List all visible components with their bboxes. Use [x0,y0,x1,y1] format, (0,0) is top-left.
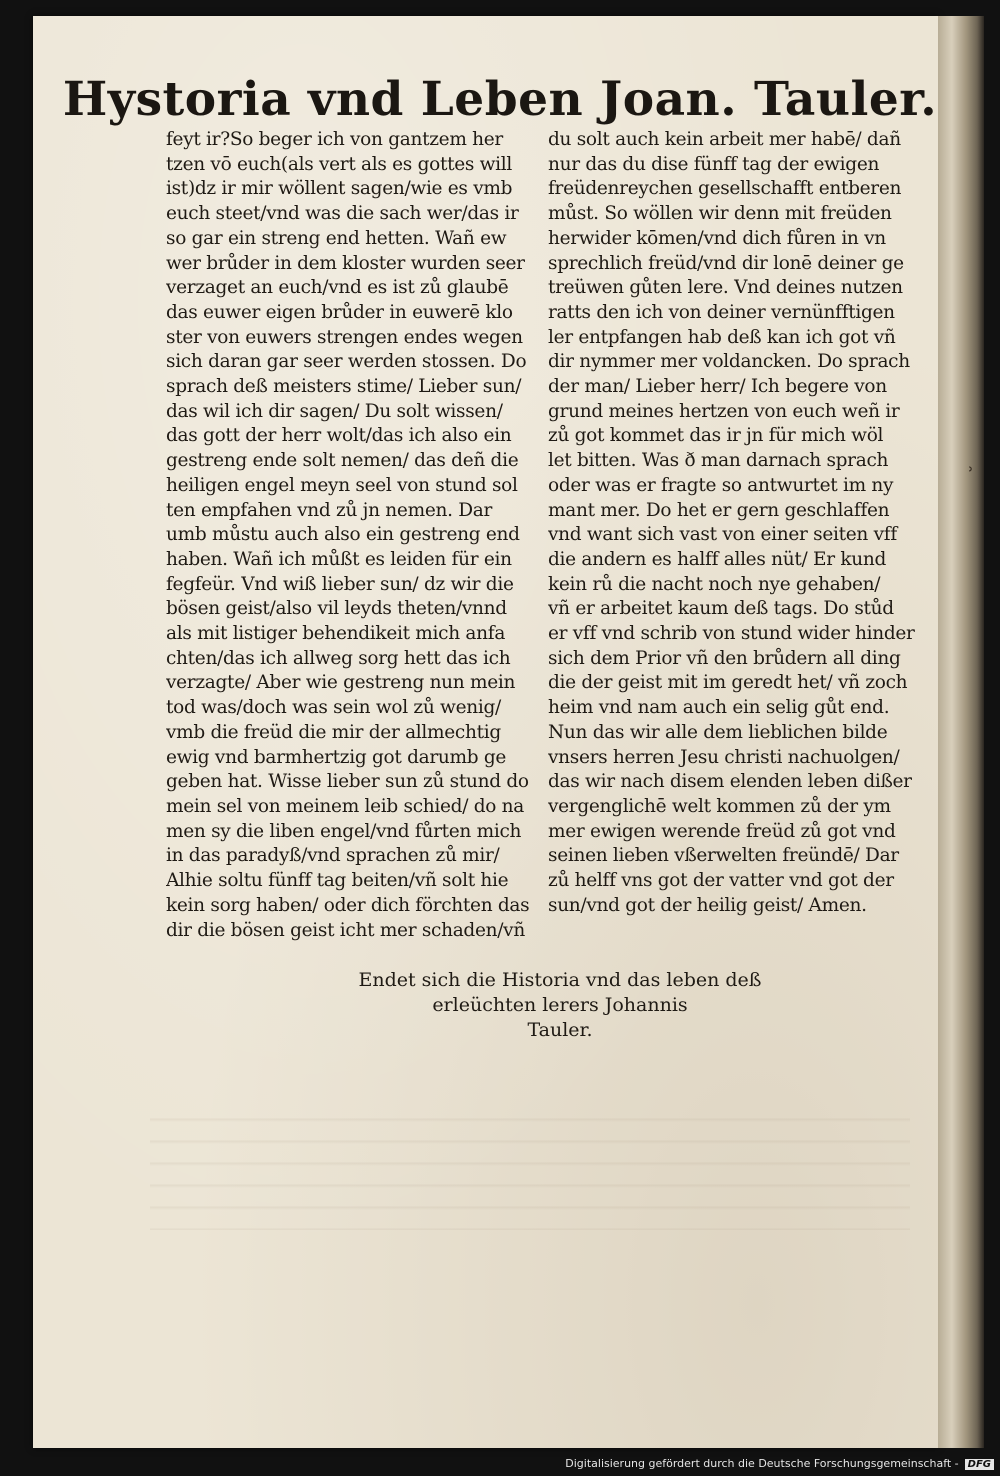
text-line: zů helff vns got der vatter vnd got der [548,870,894,892]
text-line: sun/vnd got der heilig geist/ Amen. [548,894,867,916]
text-line: als mit listiger behendikeit mich anfa [166,623,506,645]
text-line: freüdenreychen gesellschafft entberen [548,178,902,200]
colophon [300,968,820,1043]
text-line: mein sel von meinem leib schied/ do na [166,795,525,817]
text-line: můst. So wöllen wir denn mit freüden [548,203,892,225]
text-line: die andern es halff alles nüt/ Er kund [548,548,886,570]
text-column-left [166,128,538,943]
text-line: dir die bösen geist icht mer schaden/vñ [166,919,525,941]
text-line: das gott der herr wolt/das ich also ein [166,425,512,447]
text-line: ist)dz ir mir wöllent sagen/wie es vmb [166,178,513,200]
text-line: das wil ich dir sagen/ Du solt wissen/ [166,400,503,422]
text-line: Alhie soltu fünff tag beiten/vñ solt hie [166,870,509,892]
text-line: er vff vnd schrib von stund wider hinder [548,623,915,645]
text-line: vmb die freüd die mir der allmechtig [166,721,501,743]
text-line: vñ er arbeitet kaum deß tags. Do stůd [548,598,894,620]
text-line: oder was er fragte so antwurtet im ny [548,474,894,496]
text-line: gestreng ende solt nemen/ das deñ die [166,450,519,472]
colophon-line: erleüchten lerers Johannis [432,994,688,1016]
text-line: sprechlich freüd/vnd dir lonē deiner ge [548,252,904,274]
text-line: verzaget an euch/vnd es ist zů glaubē [166,277,509,299]
text-line: men sy die liben engel/vnd fůrten mich [166,820,522,842]
text-line: so gar ein streng end hetten. Wañ ew [166,227,507,249]
text-line: fegfeür. Vnd wiß lieber sun/ dz wir die [166,573,514,595]
text-line: mant mer. Do het er gern geschlaffen [548,499,890,521]
text-line: mer ewigen werende freüd zů got vnd [548,820,896,842]
text-line: grund meines hertzen von euch weñ ir [548,400,900,422]
text-line: let bitten. Was ð man darnach sprach [548,450,889,472]
text-line: sprach deß meisters stime/ Lieber sun/ [166,376,522,398]
show-through-texture [150,1100,910,1230]
text-line: tzen vō euch(als vert als es gottes will [166,153,513,175]
page-title: Hystoria vnd Leben Joan. Tauler. [62,72,938,127]
text-line: haben. Wañ ich můßt es leiden für ein [166,548,512,570]
text-line: sich dem Prior vñ den brůdern all ding [548,647,901,669]
text-line: du solt auch kein arbeit mer habē/ dañ [548,129,901,150]
text-line: ler entpfangen hab deß kan ich got vñ [548,326,896,348]
text-line: euch steet/vnd was die sach wer/das ir [166,203,519,225]
text-line: herwider kōmen/vnd dich fůren in vn [548,227,886,249]
book-fore-edge [938,16,984,1448]
text-line: Nun das wir alle dem lieblichen bilde [548,721,888,743]
text-line: das wir nach disem elenden leben dißer [548,771,912,793]
funding-text: Digitalisierung gefördert durch die Deutsche Forschungsgemeinschaft - [565,1457,959,1470]
colophon-line: Tauler. [527,1019,593,1041]
text-line: seinen lieben vßerwelten freündē/ Dar [548,845,899,867]
text-line: die der geist mit im geredt het/ vñ zoch [548,672,908,694]
text-line: ten empfahen vnd zů jn nemen. Dar [166,499,493,521]
text-line: wer brůder in dem kloster wurden seer [166,252,525,274]
funding-footer [0,1457,994,1470]
text-line: nur das du dise fünff tag der ewigen [548,153,880,175]
text-line: das euwer eigen brůder in euwerē klo [166,301,513,323]
text-line: umb můstu auch also ein gestreng end [166,524,520,546]
text-line: feyt ir?So beger ich von gantzem her [166,129,503,150]
text-line: ewig vnd barmhertzig got darumb ge [166,746,507,768]
text-line: sich daran gar seer werden stossen. Do [166,351,527,373]
colophon-line: Endet sich die Historia vnd das leben deß [358,969,762,991]
text-line: verzagte/ Aber wie gestreng nun mein [166,672,516,694]
text-line: vergenglichē welt kommen zů der ym [548,795,891,817]
text-line: in das paradyß/vnd sprachen zů mir/ [166,845,500,867]
text-line: treüwen gůten lere. Vnd deines nutzen [548,277,903,299]
text-line: tod was/doch was sein wol zů wenig/ [166,697,501,719]
text-line: der man/ Lieber herr/ Ich begere von [548,376,887,398]
text-line: vnsers herren Jesu christi nachuolgen/ [548,746,900,768]
text-line: geben hat. Wisse lieber sun zů stund do [166,771,529,793]
text-line: dir nymmer mer voldancken. Do sprach [548,351,910,373]
text-line: kein sorg haben/ oder dich förchten das [166,894,530,916]
text-line: ratts den ich von deiner vernünfftigen [548,301,895,323]
margin-mark: ʾ [968,462,975,486]
text-line: vnd want sich vast von einer seiten vff [548,524,897,546]
text-line: bösen geist/also vil leyds theten/vnnd [166,598,507,620]
dfg-logo: DFG [965,1459,994,1470]
text-column-right [548,128,920,919]
text-line: ster von euwers strengen endes wegen [166,326,523,348]
text-line: heim vnd nam auch ein selig gůt end. [548,697,890,719]
text-line: zů got kommet das ir jn für mich wöl [548,425,884,447]
text-line: kein rů die nacht noch nye gehaben/ [548,573,881,595]
text-line: heiligen engel meyn seel von stund sol [166,474,518,496]
text-line: chten/das ich allweg sorg hett das ich [166,647,511,669]
